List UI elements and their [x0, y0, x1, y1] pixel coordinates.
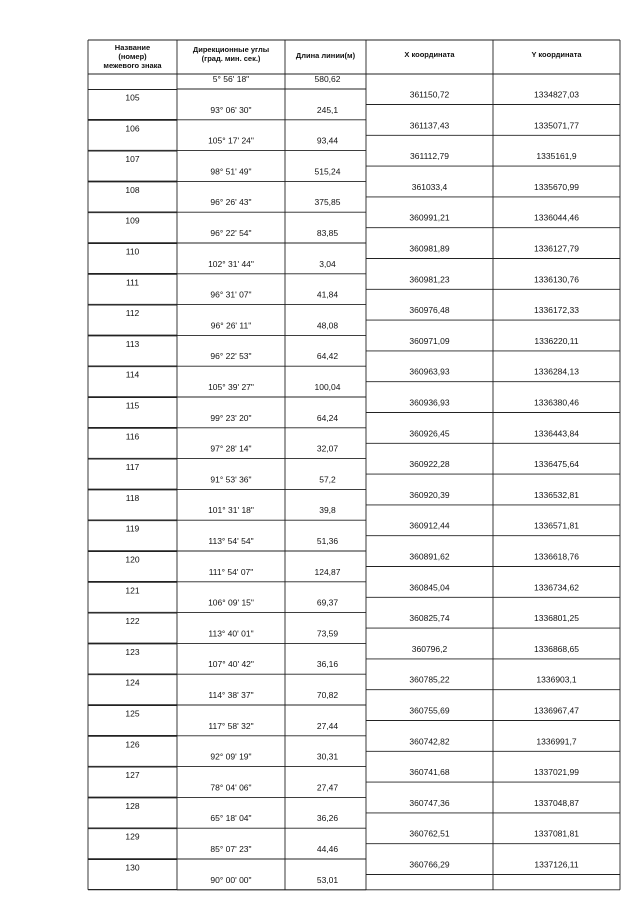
y-coordinate-cell: 1337126,11: [534, 859, 579, 870]
directional-angle-cell: 96° 22' 54": [210, 228, 252, 238]
y-coordinate-cell: 1337048,87: [534, 797, 579, 808]
line-length-cell: 51,36: [316, 536, 339, 546]
boundary-mark-name-cell: 128: [125, 800, 140, 811]
x-coordinate-cell: 360741,68: [409, 767, 450, 778]
x-coordinate-cell: 360936,93: [409, 397, 450, 408]
line-length-cell: 27,47: [316, 782, 339, 793]
line-length-cell: 27,44: [316, 720, 339, 731]
directional-angle-cell: 113° 40' 01": [208, 628, 254, 639]
directional-angle-cell: 107° 40' 42": [208, 659, 254, 670]
x-coordinate-cell: 360926,45: [409, 428, 450, 439]
boundary-mark-name-cell: 127: [125, 770, 140, 781]
line-length-cell: 375,85: [314, 197, 341, 208]
directional-angle-cell: 96° 26' 11": [210, 320, 252, 331]
boundary-mark-name-cell: 120: [125, 554, 140, 565]
x-coordinate-cell: 360762,51: [409, 828, 450, 839]
x-coordinate-cell: 360920,39: [409, 489, 450, 500]
y-coordinate-cell: 1336991,7: [536, 736, 577, 747]
boundary-mark-name-cell: 110: [125, 246, 140, 257]
line-length-cell: 41,84: [316, 289, 339, 300]
line-length-cell: 53,01: [316, 874, 339, 885]
header-angle-label: Дирекционные углы: [192, 45, 270, 54]
x-coordinate-cell: 360845,04: [409, 582, 450, 593]
line-length-cell: 124,87: [314, 566, 341, 577]
y-coordinate-cell: 1336801,25: [534, 613, 579, 624]
x-coordinate-cell: 361137,43: [409, 120, 450, 131]
boundary-mark-name-cell: 106: [125, 123, 140, 134]
boundary-mark-name-cell: 112: [125, 308, 140, 319]
directional-angle-cell: 5° 56' 18": [212, 74, 250, 84]
directional-angle-cell: 91° 53' 36": [210, 474, 252, 485]
header-name-label: (номер): [118, 52, 147, 61]
directional-angle-cell: 105° 17' 24": [208, 135, 254, 146]
x-coordinate-cell: 360825,74: [409, 613, 450, 624]
y-coordinate-cell: 1335071,77: [534, 120, 579, 131]
y-coordinate-cell: 1336868,65: [534, 643, 579, 654]
directional-angle-cell: 96° 26' 43": [210, 197, 252, 208]
x-coordinate-cell: 361033,4: [411, 181, 448, 192]
boundary-mark-name-cell: 118: [125, 492, 140, 503]
line-length-cell: 3,04: [319, 258, 336, 269]
line-length-cell: 69,37: [316, 597, 339, 608]
y-coordinate-cell: 1336127,79: [534, 243, 579, 254]
boundary-mark-name-cell: 123: [125, 646, 140, 657]
boundary-mark-name-cell: 121: [125, 585, 140, 596]
x-coordinate-cell: 360981,89: [409, 243, 450, 254]
line-length-cell: 32,07: [316, 443, 339, 454]
line-length-cell: 64,24: [316, 412, 339, 423]
line-length-cell: 100,04: [314, 382, 341, 392]
boundary-mark-name-cell: 109: [125, 215, 140, 226]
boundary-mark-name-cell: 108: [125, 184, 140, 195]
boundary-mark-name-cell: 124: [125, 677, 140, 688]
x-coordinate-cell: 361112,79: [410, 151, 449, 162]
line-length-cell: 245,1: [316, 104, 339, 115]
y-coordinate-cell: 1336044,46: [534, 212, 579, 223]
directional-angle-cell: 99° 23' 20": [210, 412, 252, 423]
x-coordinate-cell: 360971,09: [409, 335, 450, 346]
directional-angle-cell: 105° 39' 27": [208, 382, 254, 392]
line-length-cell: 515,24: [314, 166, 341, 177]
line-length-cell: 57,2: [319, 474, 336, 485]
directional-angle-cell: 92° 09' 19": [210, 751, 252, 762]
x-coordinate-cell: 360785,22: [409, 674, 450, 685]
directional-angle-cell: 111° 54' 07": [208, 566, 254, 577]
directional-angle-cell: 114° 38' 37": [208, 690, 254, 700]
x-coordinate-cell: 360747,36: [409, 797, 450, 808]
boundary-mark-name-cell: 105: [125, 92, 140, 103]
line-length-cell: 70,82: [316, 690, 339, 700]
boundary-mark-name-cell: 130: [125, 862, 140, 873]
x-coordinate-cell: 360742,82: [409, 736, 450, 747]
line-length-cell: 36,26: [316, 813, 339, 824]
line-length-cell: 36,16: [316, 659, 339, 670]
header-name-label: Название: [114, 43, 151, 52]
directional-angle-cell: 117° 58' 32": [208, 720, 254, 731]
line-length-cell: 30,31: [316, 751, 339, 762]
boundary-mark-name-cell: 117: [125, 462, 140, 473]
boundary-mark-name-cell: 126: [125, 739, 140, 750]
line-length-cell: 83,85: [316, 228, 339, 238]
x-coordinate-cell: 360981,23: [409, 274, 450, 285]
directional-angle-cell: 85° 07' 23": [210, 844, 252, 854]
boundary-mark-name-cell: 119: [125, 523, 140, 534]
directional-angle-cell: 102° 31' 44": [208, 258, 254, 269]
header-name-label: межевого знака: [103, 61, 162, 70]
boundary-mark-name-cell: 114: [125, 369, 140, 380]
y-coordinate-cell: 1336618,76: [534, 551, 579, 562]
y-coordinate-cell: 1336220,11: [534, 335, 579, 346]
boundary-mark-name-cell: 116: [125, 431, 140, 442]
line-length-cell: 580,62: [314, 74, 341, 84]
boundary-mark-name-cell: 125: [125, 708, 140, 719]
boundary-mark-name-cell: 111: [126, 277, 139, 288]
y-coordinate-cell: 1337021,99: [534, 767, 579, 778]
x-coordinate-cell: 361150,72: [409, 89, 450, 100]
directional-angle-cell: 96° 22' 53": [210, 351, 252, 362]
directional-angle-cell: 97° 28' 14": [210, 443, 252, 454]
boundary-mark-name-cell: 113: [125, 338, 140, 349]
boundary-mark-name-cell: 129: [125, 831, 140, 842]
y-coordinate-cell: 1335670,99: [534, 181, 579, 192]
directional-angle-cell: 93° 06' 30": [210, 104, 252, 115]
y-coordinate-cell: 1336571,81: [534, 520, 579, 531]
line-length-cell: 64,42: [316, 351, 339, 362]
x-coordinate-cell: 360912,44: [409, 520, 450, 531]
y-coordinate-cell: 1336903,1: [536, 674, 577, 685]
x-coordinate-cell: 360963,93: [409, 366, 450, 377]
y-coordinate-cell: 1334827,03: [534, 89, 579, 100]
x-coordinate-cell: 360891,62: [409, 551, 450, 562]
line-length-cell: 48,08: [316, 320, 339, 331]
directional-angle-cell: 78° 04' 06": [210, 782, 252, 793]
header-angle-label: (град. мин. сек.): [201, 54, 261, 63]
line-length-cell: 73,59: [316, 628, 339, 639]
line-length-cell: 44,46: [316, 844, 339, 854]
x-coordinate-cell: 360922,28: [409, 459, 450, 470]
x-coordinate-cell: 360976,48: [409, 305, 450, 316]
y-coordinate-cell: 1337081,81: [534, 828, 579, 839]
directional-angle-cell: 101° 31' 18": [208, 505, 254, 516]
y-coordinate-cell: 1336130,76: [534, 274, 579, 285]
line-length-cell: 93,44: [316, 135, 339, 146]
directional-angle-cell: 65° 18' 04": [210, 813, 252, 824]
boundary-mark-name-cell: 107: [125, 154, 140, 165]
y-coordinate-cell: 1336380,46: [534, 397, 579, 408]
y-coordinate-cell: 1336172,33: [534, 305, 579, 316]
x-coordinate-cell: 360766,29: [409, 859, 450, 870]
directional-angle-cell: 113° 54' 54": [208, 536, 254, 546]
line-length-cell: 39,8: [319, 505, 336, 516]
y-coordinate-cell: 1336443,84: [534, 428, 579, 439]
header-length-label: Длина линии(м): [295, 51, 356, 60]
y-coordinate-cell: 1336284,13: [534, 366, 579, 377]
boundary-mark-name-cell: 122: [125, 616, 140, 627]
x-coordinate-cell: 360796,2: [411, 643, 448, 654]
y-coordinate-cell: 1335161,9: [536, 151, 577, 162]
x-coordinate-cell: 360755,69: [409, 705, 450, 716]
boundary-mark-name-cell: 115: [125, 400, 140, 411]
directional-angle-cell: 98° 51' 49": [210, 166, 252, 177]
directional-angle-cell: 90° 00' 00": [210, 874, 252, 885]
y-coordinate-cell: 1336475,64: [534, 459, 579, 470]
header-x-label: X координата: [404, 50, 455, 59]
y-coordinate-cell: 1336734,62: [534, 582, 579, 593]
header-y-label: Y координата: [531, 50, 582, 59]
directional-angle-cell: 96° 31' 07": [210, 289, 252, 300]
y-coordinate-cell: 1336532,81: [534, 489, 579, 500]
y-coordinate-cell: 1336967,47: [534, 705, 579, 716]
x-coordinate-cell: 360991,21: [409, 212, 450, 223]
directional-angle-cell: 106° 09' 15": [208, 597, 254, 608]
